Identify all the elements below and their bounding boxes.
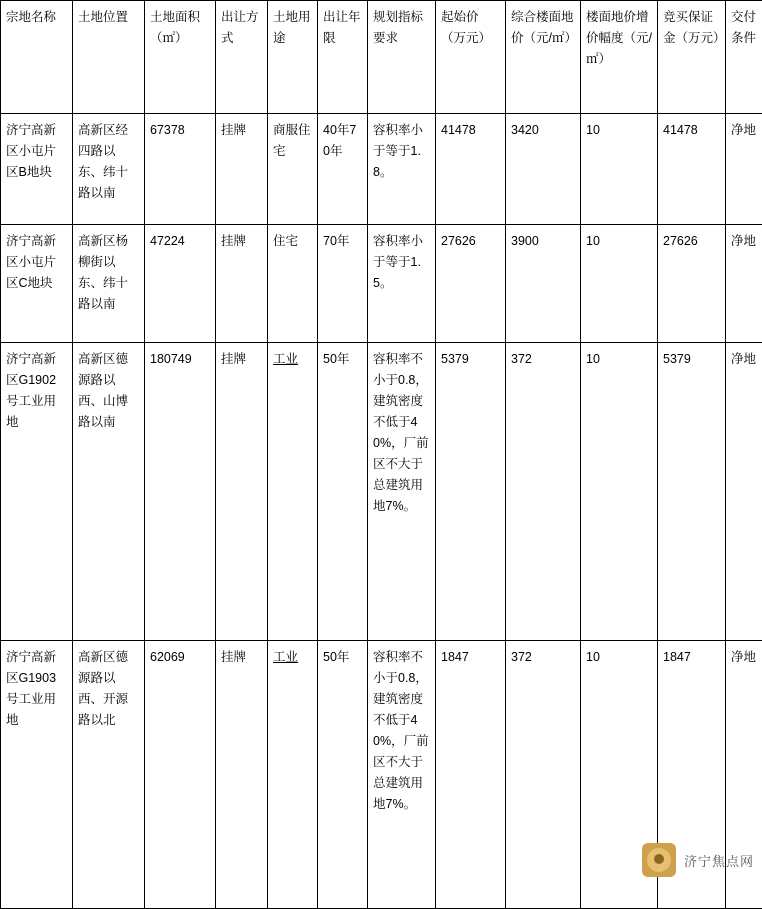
account-watermark bbox=[642, 843, 754, 877]
cell-area: 62069 bbox=[145, 641, 216, 909]
cell-delivery: 净地 bbox=[726, 343, 762, 641]
cell-deposit: 27626 bbox=[658, 225, 726, 343]
column-header-area: 土地面积（㎡） bbox=[145, 1, 216, 114]
cell-location: 高新区德源路以西、开源路以北 bbox=[73, 641, 145, 909]
cell-term: 70年 bbox=[318, 225, 368, 343]
cell-planning: 容积率小于等于1.5。 bbox=[368, 225, 436, 343]
cell-floor-price: 3420 bbox=[506, 114, 581, 225]
table-row bbox=[1, 343, 762, 641]
cell-delivery: 净地 bbox=[726, 641, 762, 909]
cell-use: 商服住宅 bbox=[268, 114, 318, 225]
cell-method: 挂牌 bbox=[216, 343, 268, 641]
cell-increment: 10 bbox=[581, 343, 658, 641]
column-header-delivery: 交付条件 bbox=[726, 1, 762, 114]
cell-location: 高新区德源路以西、山博路以南 bbox=[73, 343, 145, 641]
cell-name: 济宁高新区小屯片区B地块 bbox=[1, 114, 73, 225]
cell-term: 50年 bbox=[318, 641, 368, 909]
column-header-floor-price: 综合楼面地价（元/㎡） bbox=[506, 1, 581, 114]
column-header-deposit: 竞买保证金（万元） bbox=[658, 1, 726, 114]
cell-planning: 容积率不小于0.8，建筑密度不低于40%，厂前区不大于总建筑用地7%。 bbox=[368, 641, 436, 909]
cell-method: 挂牌 bbox=[216, 114, 268, 225]
cell-start-price: 5379 bbox=[436, 343, 506, 641]
cell-increment: 10 bbox=[581, 641, 658, 909]
cell-use: 住宅 bbox=[268, 225, 318, 343]
cell-floor-price: 372 bbox=[506, 641, 581, 909]
column-header-planning: 规划指标要求 bbox=[368, 1, 436, 114]
cell-increment: 10 bbox=[581, 114, 658, 225]
cell-deposit: 1847 bbox=[658, 641, 726, 909]
cell-location: 高新区杨柳街以东、纬十路以南 bbox=[73, 225, 145, 343]
cell-method: 挂牌 bbox=[216, 641, 268, 909]
account-name: 济宁焦点网 bbox=[684, 851, 754, 870]
cell-name: 济宁高新区G1902号工业用地 bbox=[1, 343, 73, 641]
cell-location: 高新区经四路以东、纬十路以南 bbox=[73, 114, 145, 225]
cell-delivery: 净地 bbox=[726, 114, 762, 225]
cell-deposit: 5379 bbox=[658, 343, 726, 641]
cell-use: 工业 bbox=[268, 641, 318, 909]
cell-floor-price: 372 bbox=[506, 343, 581, 641]
account-avatar-icon bbox=[642, 843, 676, 877]
column-header-increment: 楼面地价增价幅度（元/㎡） bbox=[581, 1, 658, 114]
cell-planning: 容积率小于等于1.8。 bbox=[368, 114, 436, 225]
table-row bbox=[1, 114, 762, 225]
cell-term: 40年70年 bbox=[318, 114, 368, 225]
cell-increment: 10 bbox=[581, 225, 658, 343]
column-header-location: 土地位置 bbox=[73, 1, 145, 114]
cell-planning: 容积率不小于0.8，建筑密度不低于40%，厂前区不大于总建筑用地7%。 bbox=[368, 343, 436, 641]
cell-delivery: 净地 bbox=[726, 225, 762, 343]
column-header-name: 宗地名称 bbox=[1, 1, 73, 114]
table-row bbox=[1, 225, 762, 343]
column-header-use: 土地用途 bbox=[268, 1, 318, 114]
cell-use: 工业 bbox=[268, 343, 318, 641]
cell-area: 67378 bbox=[145, 114, 216, 225]
cell-start-price: 1847 bbox=[436, 641, 506, 909]
cell-start-price: 27626 bbox=[436, 225, 506, 343]
cell-floor-price: 3900 bbox=[506, 225, 581, 343]
cell-area: 47224 bbox=[145, 225, 216, 343]
column-header-method: 出让方式 bbox=[216, 1, 268, 114]
cell-term: 50年 bbox=[318, 343, 368, 641]
cell-start-price: 41478 bbox=[436, 114, 506, 225]
column-header-term: 出让年限 bbox=[318, 1, 368, 114]
column-header-start-price: 起始价（万元） bbox=[436, 1, 506, 114]
cell-area: 180749 bbox=[145, 343, 216, 641]
cell-method: 挂牌 bbox=[216, 225, 268, 343]
cell-name: 济宁高新区G1903号工业用地 bbox=[1, 641, 73, 909]
cell-name: 济宁高新区小屯片区C地块 bbox=[1, 225, 73, 343]
cell-deposit: 41478 bbox=[658, 114, 726, 225]
table-header-row bbox=[1, 1, 762, 114]
